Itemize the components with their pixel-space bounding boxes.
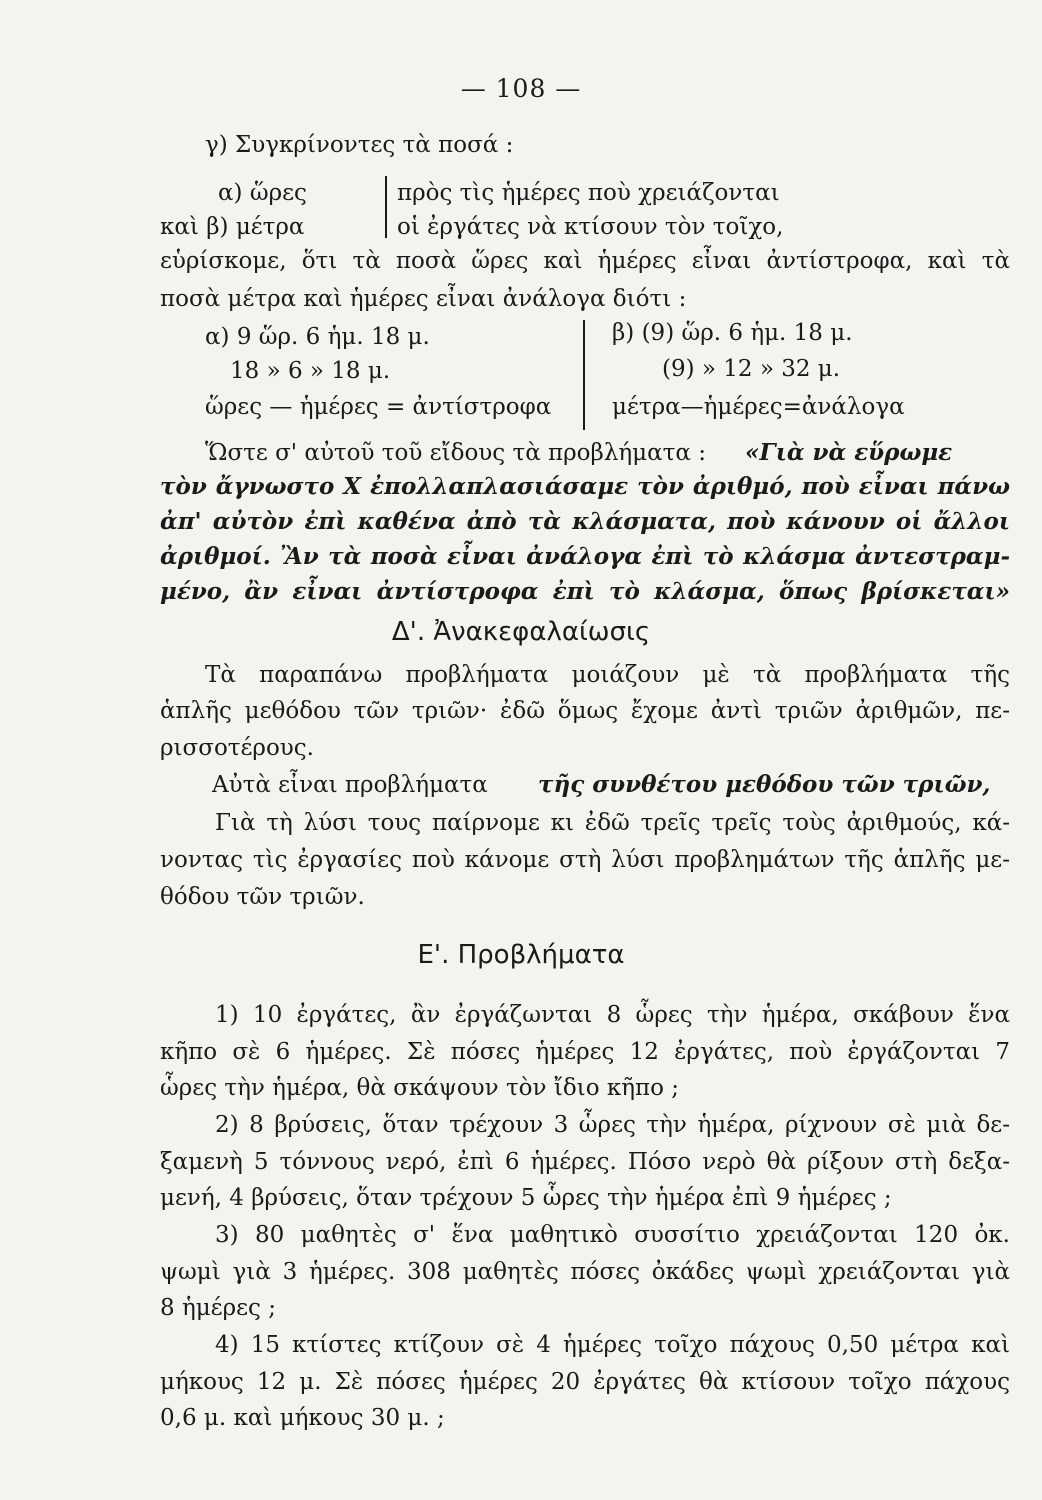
problem-4-line-2: μήκους 12 μ. Σὲ πόσες ἡμέρες 20 ἐργάτες θὰ κτίσουν τοῖχο πάχους bbox=[160, 1369, 1010, 1395]
problem-4-line-1: 4) 15 κτίστες κτίζουν σὲ 4 ἡμέρες τοῖχο πάχους 0,50 μέτρα καὶ bbox=[215, 1332, 1010, 1358]
rule-line-1: «Γιὰ νὰ εὕρωμε bbox=[745, 439, 953, 466]
rule-line-2: τὸν ἄγνωστο Χ ἐπολλαπλασιάσαμε τὸν ἀριθμό, ποὺ εἶναι πάνω bbox=[160, 473, 1010, 500]
section-d-p2-lead: Αὐτὰ εἶναι προβλήματα bbox=[212, 772, 488, 798]
rule-line-4: ἀριθμοί. Ἂν τὰ ποσὰ εἶναι ἀνάλογα ἐπὶ τὸ κλάσμα ἀντεστραμ- bbox=[160, 543, 1010, 570]
problem-3-line-1: 3) 80 μαθητὲς σ' ἕνα μαθητικὸ συσσίτιο χρειάζονται 120 ὀκ. bbox=[215, 1222, 1010, 1248]
problem-3-line-3: 8 ἡμέρες ; bbox=[160, 1295, 276, 1321]
rule-line-3: ἀπ' αὐτὸν ἐπὶ καθένα ἀπὸ τὰ κλάσματα, ποὺ κάνουν οἱ ἄλλοι bbox=[160, 508, 1010, 535]
section-d-p1-line-1: Τὰ παραπάνω προβλήματα μοιάζουν μὲ τὰ προβλήματα τῆς bbox=[205, 662, 1010, 688]
problem-1-line-3: ὧρες τὴν ἡμέρα, θὰ σκάψουν τὸν ἴδιο κῆπο ; bbox=[160, 1075, 680, 1101]
comparison-right-row-3: μέτρα—ἡμέρες=ἀνάλογα bbox=[612, 394, 905, 420]
comparison-left-row-3: ὥρες — ἡμέρες = ἀντίστροφα bbox=[205, 394, 552, 420]
problem-1-line-1: 1) 10 ἐργάτες, ἂν ἐργάζωνται 8 ὧρες τὴν ἡμέρα, σκάβουν ἕνα bbox=[215, 1002, 1010, 1028]
problem-1-line-2: κῆπο σὲ 6 ἡμέρες. Σὲ πόσες ἡμέρες 12 ἐργάτες, ποὺ ἐργάζονται 7 bbox=[160, 1039, 1010, 1065]
problem-2-line-1: 2) 8 βρύσεις, ὅταν τρέχουν 3 ὧρες τὴν ἡμέρα, ρίχνουν σὲ μιὰ δε- bbox=[215, 1112, 1010, 1138]
problem-2-line-3: μενή, 4 βρύσεις, ὅταν τρέχουν 5 ὧρες τὴν ἡμέρα ἐπὶ 9 ἡμέρες ; bbox=[160, 1185, 892, 1211]
grouping-brace bbox=[385, 176, 387, 238]
section-d-heading: Δ'. Ἀνακεφαλαίωσις bbox=[391, 617, 651, 647]
section-d-p3-line-2: νοντας τὶς ἐργασίες ποὺ κάνομε στὴ λύσι προβλημάτων τῆς ἁπλῆς με- bbox=[160, 847, 1010, 873]
comparison-divider bbox=[583, 320, 585, 430]
section-d-p2-bold: τῆς συνθέτου μεθόδου τῶν τριῶν, bbox=[538, 771, 991, 798]
section-d-p1-line-3: ρισσοτέρους. bbox=[160, 735, 314, 761]
comparison-left-row-1: α) 9 ὥρ. 6 ἡμ. 18 μ. bbox=[205, 324, 430, 350]
rule-line-5: μένο, ἂν εἶναι ἀντίστροφα ἐπὶ τὸ κλάσμα, ὅπως βρίσκεται» bbox=[160, 578, 1010, 605]
problem-3-line-2: ψωμὶ γιὰ 3 ἡμέρες. 308 μαθητὲς πόσες ὀκάδες ψωμὶ χρειάζονται γιὰ bbox=[160, 1259, 1010, 1285]
comparison-right-row-2: (9) » 12 » 32 μ. bbox=[662, 356, 841, 382]
problem-2-line-2: ξαμενὴ 5 τόννους νερό, ἐπὶ 6 ἡμέρες. Πόσο νερὸ θὰ ρίξουν στὴ δεξα- bbox=[160, 1149, 1010, 1175]
section-d-p3-line-3: θόδου τῶν τριῶν. bbox=[160, 884, 365, 910]
problem-4-line-3: 0,6 μ. καὶ μήκους 30 μ. ; bbox=[160, 1405, 445, 1431]
section-e-heading: Ε'. Προβλήματα bbox=[417, 940, 625, 970]
section-g-b-text: οἱ ἐργάτες νὰ κτίσουν τὸν τοῖχο, bbox=[397, 214, 784, 240]
section-d-p1-line-2: ἁπλῆς μεθόδου τῶν τριῶν· ἐδῶ ὅμως ἔχομε ἀντὶ τριῶν ἀριθμῶν, πε- bbox=[160, 698, 1010, 724]
section-g-conclusion-line-1: εὑρίσκομε, ὅτι τὰ ποσὰ ὥρες καὶ ἡμέρες εἶναι ἀντίστροφα, καὶ τὰ bbox=[160, 248, 1010, 274]
section-g-b-label: καὶ β) μέτρα bbox=[160, 214, 305, 240]
section-g-intro: γ) Συγκρίνοντες τὰ ποσά : bbox=[205, 132, 514, 158]
comparison-right-row-1: β) (9) ὥρ. 6 ἡμ. 18 μ. bbox=[612, 320, 853, 346]
page-number: — 108 — bbox=[460, 74, 582, 103]
section-d-p3-line-1: Γιὰ τὴ λύσι τους παίρνομε κι ἐδῶ τρεῖς τρεῖς τοὺς ἀριθμούς, κά- bbox=[215, 810, 1010, 836]
rule-lead: Ὥστε σ' αὐτοῦ τοῦ εἴδους τὰ προβλήματα : bbox=[205, 440, 706, 466]
section-g-a-label: α) ὥρες bbox=[218, 180, 307, 206]
section-g-conclusion-line-2: ποσὰ μέτρα καὶ ἡμέρες εἶναι ἀνάλογα διότι : bbox=[160, 286, 687, 312]
comparison-left-row-2: 18 » 6 » 18 μ. bbox=[230, 358, 391, 384]
section-g-a-text: πρὸς τὶς ἡμέρες ποὺ χρειάζονται bbox=[397, 180, 780, 206]
